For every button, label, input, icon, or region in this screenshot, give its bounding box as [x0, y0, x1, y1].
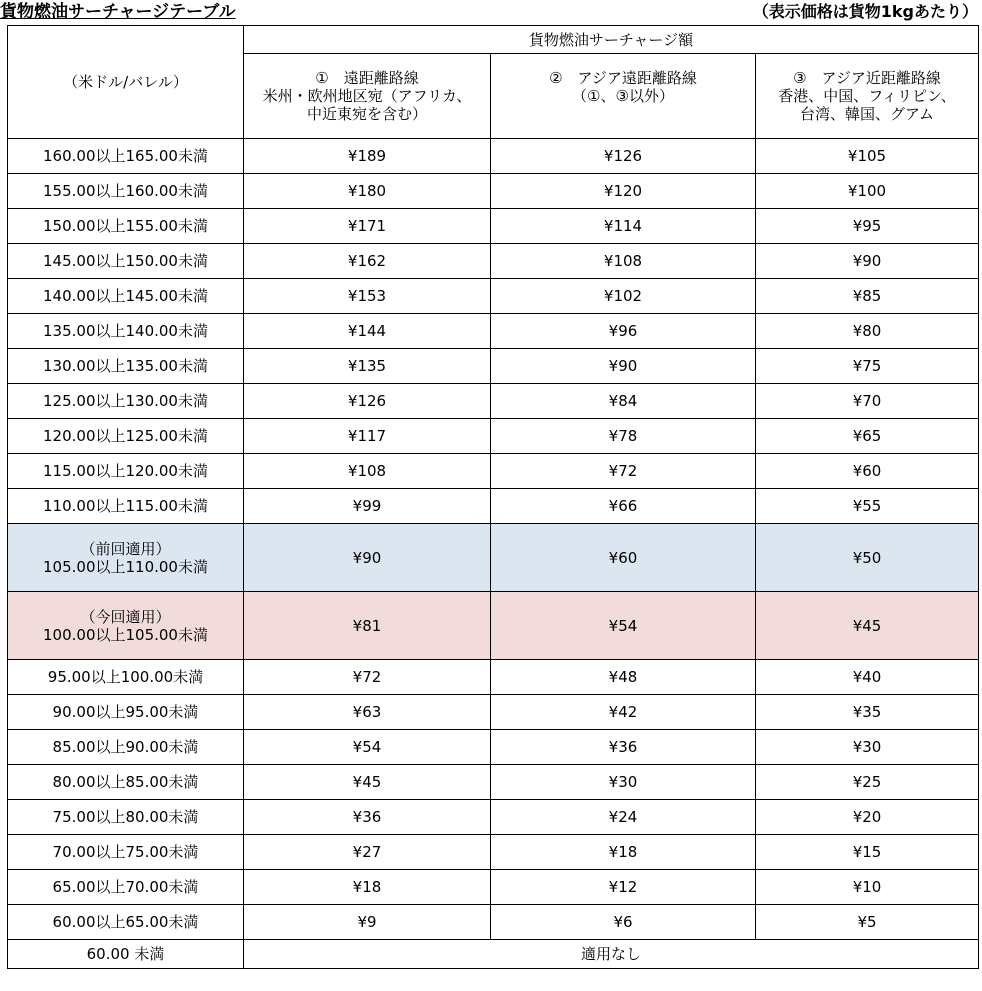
- route-header-line: 米州・欧州地区宛（アフリカ、: [262, 87, 472, 105]
- surcharge-value-cell: ¥24: [491, 800, 756, 835]
- range-cell: 120.00以上125.00未満: [8, 419, 244, 454]
- surcharge-value-cell: ¥45: [244, 765, 491, 800]
- surcharge-value-cell: ¥18: [491, 835, 756, 870]
- route-header-line: [491, 105, 755, 123]
- table-row: [8, 139, 979, 174]
- surcharge-value-cell: ¥30: [756, 730, 979, 765]
- surcharge-value-cell: ¥15: [756, 835, 979, 870]
- surcharge-value-cell: ¥42: [491, 695, 756, 730]
- surcharge-value-cell: ¥99: [244, 489, 491, 524]
- surcharge-value-cell: ¥70: [756, 384, 979, 419]
- surcharge-value-cell: ¥75: [756, 349, 979, 384]
- surcharge-value-cell: ¥6: [491, 905, 756, 940]
- range-cell: 65.00以上70.00未満: [8, 870, 244, 905]
- surcharge-value-cell: ¥171: [244, 209, 491, 244]
- surcharge-value-cell: ¥72: [491, 454, 756, 489]
- table-row: [8, 174, 979, 209]
- surcharge-value-cell: ¥65: [756, 419, 979, 454]
- surcharge-value-cell: ¥105: [756, 139, 979, 174]
- unit-header: （米ドル/バレル）: [8, 26, 244, 139]
- route-header-line: ② アジア遠距離路線: [549, 69, 697, 87]
- surcharge-value-cell: ¥120: [491, 174, 756, 209]
- surcharge-value-cell: ¥60: [756, 454, 979, 489]
- range-cell: 140.00以上145.00未満: [8, 279, 244, 314]
- surcharge-value-cell: ¥144: [244, 314, 491, 349]
- surcharge-value-cell: ¥50: [756, 524, 979, 592]
- route-header-line: ③ アジア近距離路線: [793, 69, 941, 87]
- price-note: （表示価格は貨物1kgあたり）: [752, 2, 978, 21]
- surcharge-value-cell: ¥48: [491, 660, 756, 695]
- table-row: [8, 524, 979, 592]
- surcharge-value-cell: ¥54: [244, 730, 491, 765]
- surcharge-value-cell: ¥162: [244, 244, 491, 279]
- table-row: [8, 730, 979, 765]
- range-cell: 155.00以上160.00未満: [8, 174, 244, 209]
- surcharge-value-cell: ¥80: [756, 314, 979, 349]
- table-row: [8, 209, 979, 244]
- table-row-below-threshold: [8, 940, 979, 969]
- surcharge-value-cell: ¥90: [244, 524, 491, 592]
- surcharge-value-cell: ¥36: [491, 730, 756, 765]
- surcharge-value-cell: ¥30: [491, 765, 756, 800]
- range-cell: 115.00以上120.00未満: [8, 454, 244, 489]
- range-cell: 135.00以上140.00未満: [8, 314, 244, 349]
- range-cell: 145.00以上150.00未満: [8, 244, 244, 279]
- range-cell: 125.00以上130.00未満: [8, 384, 244, 419]
- table-row: [8, 660, 979, 695]
- table-row: [8, 279, 979, 314]
- surcharge-value-cell: ¥20: [756, 800, 979, 835]
- surcharge-value-cell: ¥96: [491, 314, 756, 349]
- range-cell: 70.00以上75.00未満: [8, 835, 244, 870]
- surcharge-value-cell: ¥108: [491, 244, 756, 279]
- range-cell: 60.00以上65.00未満: [8, 905, 244, 940]
- table-row: [8, 489, 979, 524]
- surcharge-value-cell: ¥35: [756, 695, 979, 730]
- surcharge-value-cell: ¥153: [244, 279, 491, 314]
- table-row: [8, 244, 979, 279]
- surcharge-value-cell: ¥60: [491, 524, 756, 592]
- surcharge-value-cell: ¥55: [756, 489, 979, 524]
- range-label: 105.00以上110.00未満: [43, 557, 208, 576]
- route-header-line: 香港、中国、フィリピン、: [778, 87, 956, 105]
- surcharge-value-cell: ¥108: [244, 454, 491, 489]
- surcharge-value-cell: ¥114: [491, 209, 756, 244]
- surcharge-value-cell: ¥84: [491, 384, 756, 419]
- surcharge-value-cell: ¥102: [491, 279, 756, 314]
- surcharge-value-cell: ¥66: [491, 489, 756, 524]
- range-cell: 90.00以上95.00未満: [8, 695, 244, 730]
- range-cell: 60.00 未満: [8, 940, 244, 969]
- surcharge-value-cell: ¥81: [244, 592, 491, 660]
- surcharge-value-cell: ¥36: [244, 800, 491, 835]
- range-cell: 80.00以上85.00未満: [8, 765, 244, 800]
- range-cell: 130.00以上135.00未満: [8, 349, 244, 384]
- surcharge-value-cell: ¥40: [756, 660, 979, 695]
- table-row: [8, 592, 979, 660]
- route-header-line: ① 遠距離路線: [315, 69, 419, 87]
- range-cell: [8, 592, 244, 660]
- surcharge-value-cell: ¥54: [491, 592, 756, 660]
- not-applicable-cell: 適用なし: [244, 940, 979, 969]
- route-header-line: （①、③以外）: [572, 87, 674, 105]
- table-row: [8, 765, 979, 800]
- table-row: [8, 800, 979, 835]
- range-cell: 160.00以上165.00未満: [8, 139, 244, 174]
- surcharge-value-cell: ¥45: [756, 592, 979, 660]
- surcharge-value-cell: ¥126: [244, 384, 491, 419]
- table-row: [8, 349, 979, 384]
- surcharge-value-cell: ¥126: [491, 139, 756, 174]
- route-header-asia-long: [491, 54, 756, 139]
- range-cell: 85.00以上90.00未満: [8, 730, 244, 765]
- table-row: [8, 314, 979, 349]
- table-row: [8, 695, 979, 730]
- range-cell: 95.00以上100.00未満: [8, 660, 244, 695]
- surcharge-value-cell: ¥72: [244, 660, 491, 695]
- surcharge-value-cell: ¥5: [756, 905, 979, 940]
- surcharge-value-cell: ¥63: [244, 695, 491, 730]
- surcharge-value-cell: ¥100: [756, 174, 979, 209]
- route-header-long-haul: [244, 54, 491, 139]
- range-cell: [8, 524, 244, 592]
- applied-label: （今回適用）: [80, 607, 171, 626]
- table-row: [8, 905, 979, 940]
- range-cell: 150.00以上155.00未満: [8, 209, 244, 244]
- surcharge-value-cell: ¥117: [244, 419, 491, 454]
- surcharge-value-cell: ¥189: [244, 139, 491, 174]
- route-header-line: 台湾、韓国、グアム: [800, 105, 934, 123]
- surcharge-value-cell: ¥180: [244, 174, 491, 209]
- table-row: [8, 835, 979, 870]
- applied-label: （前回適用）: [80, 539, 171, 558]
- surcharge-value-cell: ¥10: [756, 870, 979, 905]
- surcharge-value-cell: ¥12: [491, 870, 756, 905]
- surcharge-value-cell: ¥27: [244, 835, 491, 870]
- route-header-asia-short: [756, 54, 979, 139]
- range-label: 100.00以上105.00未満: [43, 625, 208, 644]
- surcharge-value-cell: ¥90: [756, 244, 979, 279]
- surcharge-value-cell: ¥135: [244, 349, 491, 384]
- surcharge-value-cell: ¥18: [244, 870, 491, 905]
- surcharge-group-header: 貨物燃油サーチャージ額: [244, 26, 979, 54]
- table-row: [8, 454, 979, 489]
- surcharge-value-cell: ¥78: [491, 419, 756, 454]
- surcharge-value-cell: ¥85: [756, 279, 979, 314]
- surcharge-value-cell: ¥95: [756, 209, 979, 244]
- table-row: [8, 384, 979, 419]
- range-cell: 75.00以上80.00未満: [8, 800, 244, 835]
- route-header-line: 中近東宛を含む）: [306, 105, 427, 123]
- page-title: 貨物燃油サーチャージテーブル: [0, 2, 236, 22]
- surcharge-value-cell: ¥25: [756, 765, 979, 800]
- surcharge-table: [7, 25, 979, 969]
- table-row: [8, 870, 979, 905]
- surcharge-value-cell: ¥9: [244, 905, 491, 940]
- range-cell: 110.00以上115.00未満: [8, 489, 244, 524]
- table-row: [8, 419, 979, 454]
- surcharge-value-cell: ¥90: [491, 349, 756, 384]
